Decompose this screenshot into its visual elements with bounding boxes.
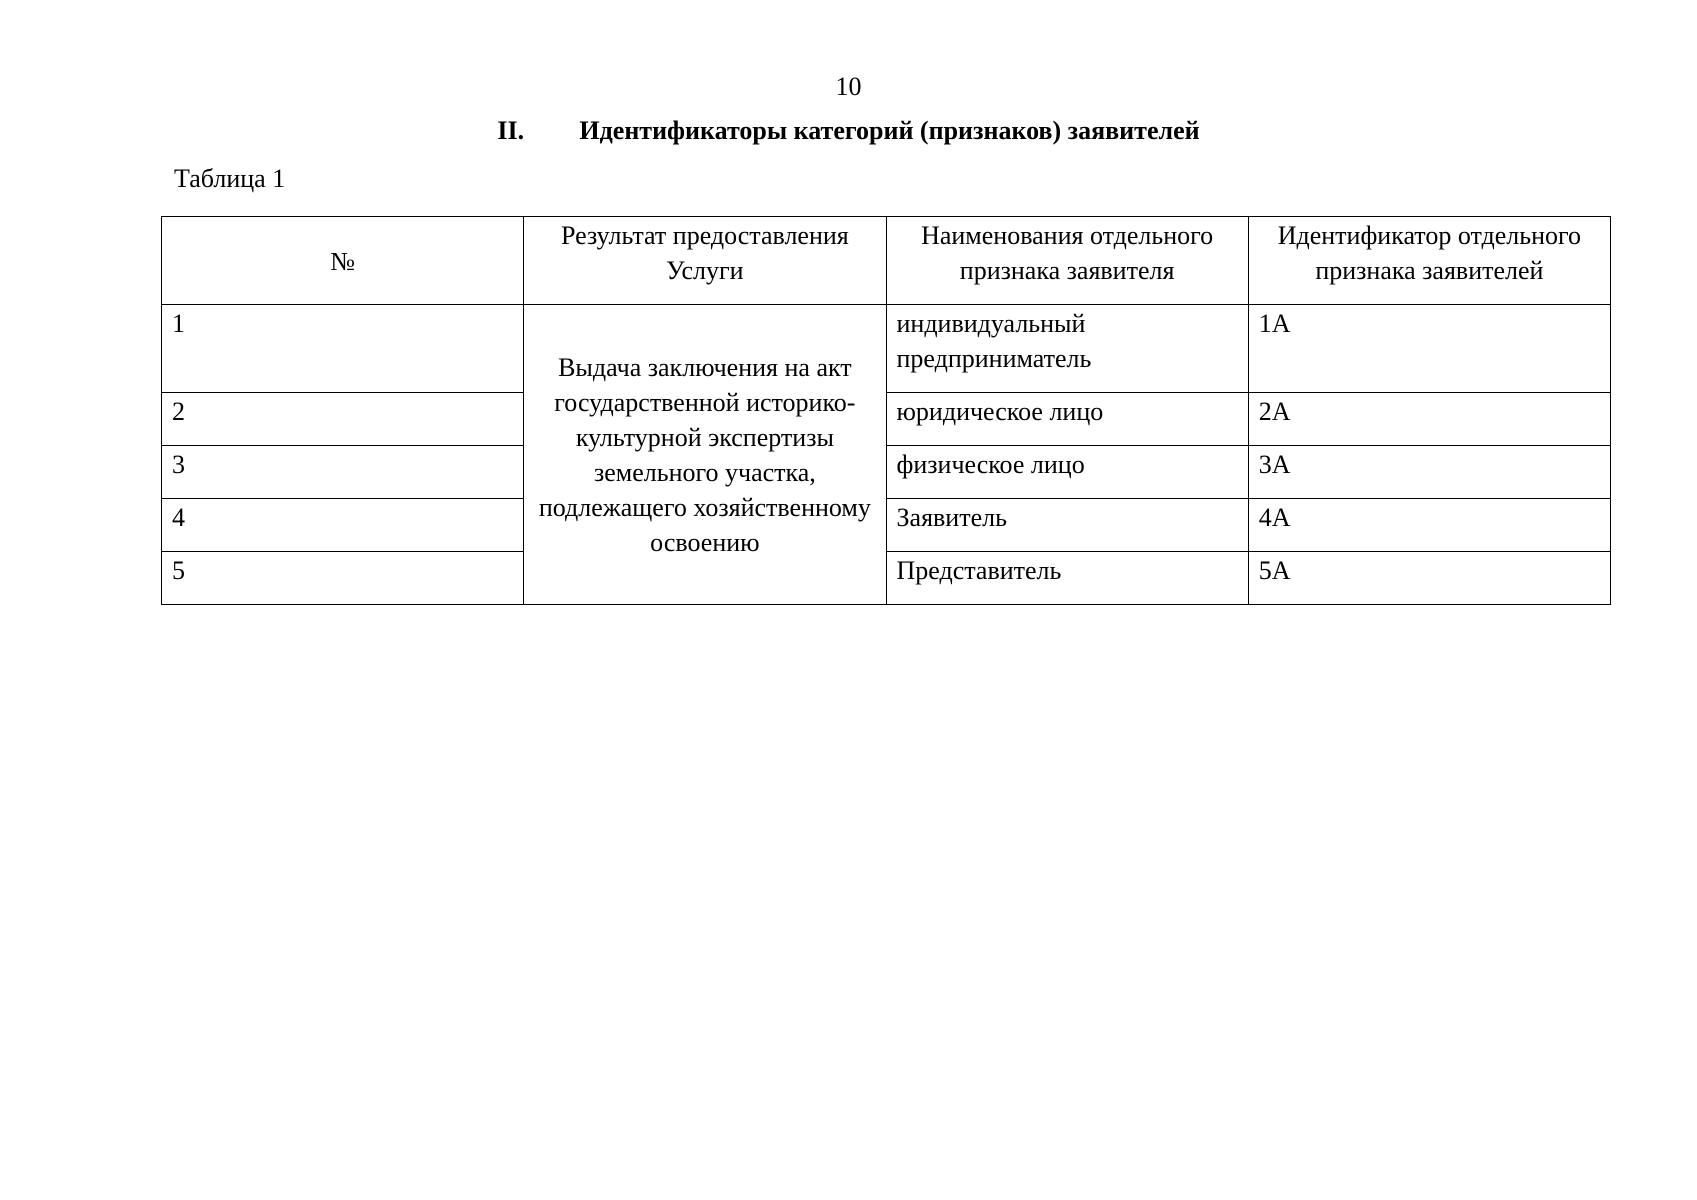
attribute-id: 3А	[1248, 446, 1610, 499]
table-row	[162, 305, 1611, 393]
row-number: 2	[162, 393, 524, 446]
header-attribute-id: Идентификатор отдельного признака заявителей	[1248, 217, 1610, 305]
header-number: №	[162, 217, 524, 305]
attribute-name: Представитель	[886, 552, 1248, 605]
table-row	[162, 499, 1611, 552]
attribute-id: 5А	[1248, 552, 1610, 605]
attribute-name: юридическое лицо	[886, 393, 1248, 446]
header-attribute-name: Наименования отдельного признака заявителя	[886, 217, 1248, 305]
table-header-row	[162, 217, 1611, 305]
table-row	[162, 552, 1611, 605]
table-row	[162, 446, 1611, 499]
row-number: 1	[162, 305, 524, 393]
attribute-id: 4А	[1248, 499, 1610, 552]
attribute-name: Заявитель	[886, 499, 1248, 552]
row-number: 5	[162, 552, 524, 605]
page-number: 10	[835, 72, 862, 101]
row-number: 3	[162, 446, 524, 499]
table-row	[162, 393, 1611, 446]
service-result-cell: Выдача заключения на акт государственной историко-культурной экспертизы земельного участка, подлежащего хозяйственному освоению	[524, 305, 886, 605]
attribute-name: физическое лицо	[886, 446, 1248, 499]
table-caption: Таблица 1	[174, 164, 286, 193]
section-title: Идентификаторы категорий (признаков) заявителей	[579, 116, 1200, 145]
applicant-categories-table	[161, 216, 1611, 605]
attribute-id: 2А	[1248, 393, 1610, 446]
attribute-name: индивидуальный предприниматель	[886, 305, 1248, 393]
row-number: 4	[162, 499, 524, 552]
header-result: Результат предоставления Услуги	[524, 217, 886, 305]
section-number: II.	[497, 116, 525, 145]
section-heading	[0, 115, 1697, 147]
attribute-id: 1А	[1248, 305, 1610, 393]
